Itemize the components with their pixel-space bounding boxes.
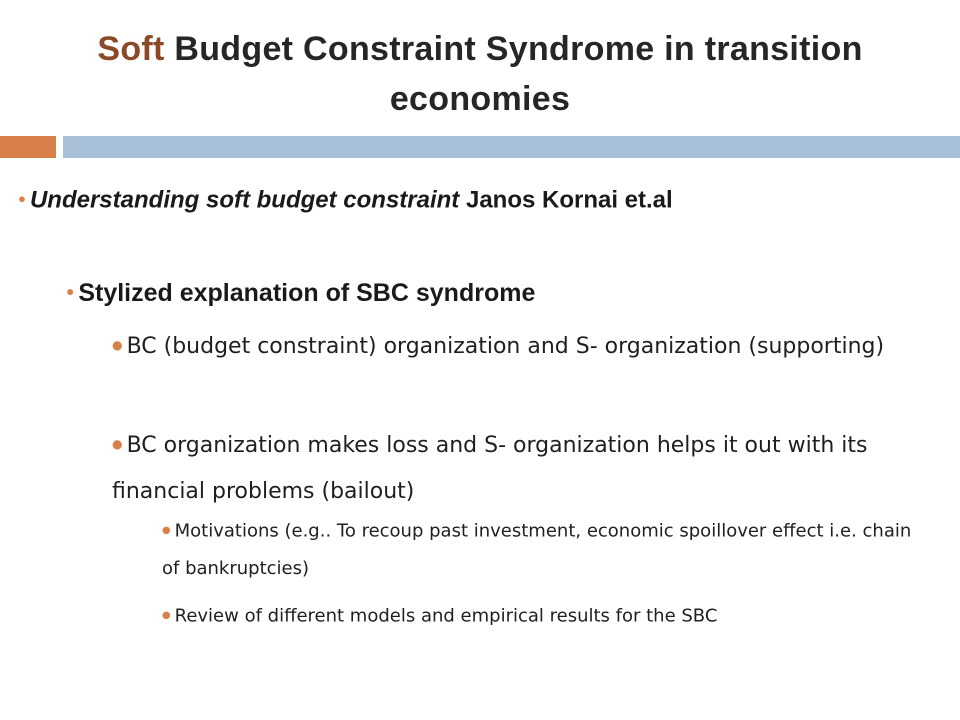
bullet-dot-icon: ● bbox=[18, 191, 26, 206]
header-rule-blue bbox=[63, 136, 960, 158]
bullet-l1-rest: Janos Kornai et.al bbox=[459, 186, 673, 214]
bullet-l3b-text: BC organization makes loss and S- organization helps it out with its financial problems (bailout) bbox=[112, 433, 868, 505]
slide-title bbox=[40, 24, 920, 124]
bullet-l3a-text: BC (budget constraint) organization and S- organization (supporting) bbox=[126, 334, 885, 360]
bullet-level-1 bbox=[18, 180, 938, 220]
bullet-level-4-second bbox=[162, 597, 922, 635]
bullet-dot-icon: ● bbox=[112, 338, 123, 352]
bullet-dot-icon: ● bbox=[162, 610, 171, 621]
bullet-level-2 bbox=[66, 274, 926, 311]
bullet-dot-icon: ● bbox=[162, 525, 171, 536]
title-accent-word: Soft bbox=[97, 30, 165, 68]
bullet-l4a-text: Motivations (e.g.. To recoup past investment, economic spoillover effect i.e. chain of bankruptcies) bbox=[162, 520, 912, 580]
bullet-l1-italic: Understanding soft budget constraint bbox=[29, 186, 460, 214]
bullet-l4b-text: Review of different models and empirical results for the SBC bbox=[174, 605, 718, 627]
bullet-level-3-first bbox=[112, 322, 942, 370]
bullet-level-4-first bbox=[162, 512, 922, 588]
bullet-dot-icon: ● bbox=[66, 284, 75, 299]
bullet-l2-text: Stylized explanation of SBC syndrome bbox=[78, 278, 536, 307]
bullet-level-3-second bbox=[112, 421, 942, 515]
bullet-dot-icon: ● bbox=[112, 437, 123, 451]
header-rule-orange bbox=[0, 136, 56, 158]
title-rest: Budget Constraint Syndrome in transition economies bbox=[164, 30, 863, 118]
